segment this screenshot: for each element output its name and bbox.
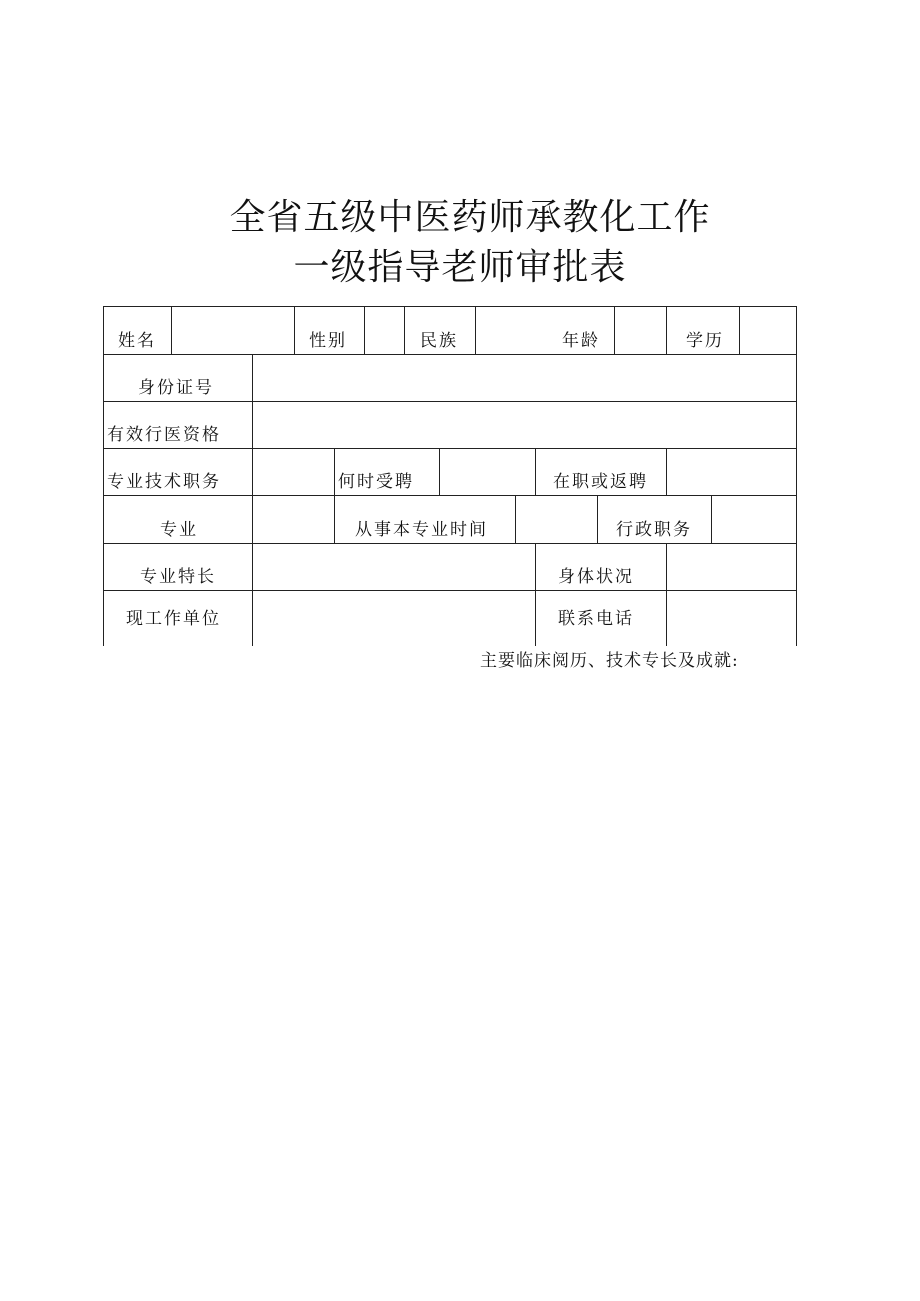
label-education: 学历 <box>686 331 724 351</box>
row5-divider <box>711 495 712 543</box>
row-divider-2 <box>103 401 797 402</box>
phone-field[interactable] <box>668 592 795 646</box>
row1-divider <box>171 306 172 354</box>
row1-divider <box>364 306 365 354</box>
form-title-line1: 全省五级中医药师承教化工作 <box>229 197 711 238</box>
row1-divider <box>614 306 615 354</box>
label-health: 身体状况 <box>558 567 634 587</box>
employment-status-field[interactable] <box>668 450 795 494</box>
label-workplace: 现工作单位 <box>126 609 221 629</box>
row4-divider <box>666 448 667 495</box>
license-field[interactable] <box>254 403 795 447</box>
table-border-top <box>103 306 797 307</box>
form-title-line2: 一级指导老师审批表 <box>293 247 627 288</box>
row-divider-3 <box>103 448 797 449</box>
label-years-in-specialty: 从事本专业时间 <box>355 520 488 540</box>
label-license: 有效行医资格 <box>107 425 221 445</box>
label-gender: 性别 <box>309 331 347 351</box>
row1-divider <box>404 306 405 354</box>
hire-time-field[interactable] <box>441 450 534 494</box>
row4-divider <box>334 448 335 495</box>
row4-divider <box>439 448 440 495</box>
row6-divider <box>535 543 536 646</box>
ethnicity-field[interactable] <box>477 308 557 353</box>
expertise-field[interactable] <box>254 545 534 589</box>
label-ethnicity: 民族 <box>420 331 458 351</box>
label-employment-status: 在职或返聘 <box>553 472 648 492</box>
row-divider-1 <box>103 354 797 355</box>
row-divider-5 <box>103 543 797 544</box>
education-field[interactable] <box>741 308 795 353</box>
name-field[interactable] <box>173 308 293 353</box>
row5-divider <box>597 495 598 543</box>
row6-divider <box>666 543 667 646</box>
label-professional-title: 专业技术职务 <box>107 472 221 492</box>
professional-title-field[interactable] <box>254 450 333 494</box>
row4-divider <box>535 448 536 495</box>
row1-divider <box>739 306 740 354</box>
label-age: 年龄 <box>562 331 600 351</box>
label-name: 姓名 <box>118 331 156 351</box>
label-column-divider <box>252 354 253 646</box>
years-in-specialty-field[interactable] <box>517 497 596 542</box>
row1-divider <box>666 306 667 354</box>
label-specialty: 专业 <box>160 520 198 540</box>
health-field[interactable] <box>668 545 795 589</box>
row1-divider <box>294 306 295 354</box>
row5-divider <box>334 495 335 543</box>
label-admin-position: 行政职务 <box>616 520 692 540</box>
row-divider-6 <box>103 590 797 591</box>
row-divider-4 <box>103 495 797 496</box>
admin-position-field[interactable] <box>713 497 795 542</box>
table-border-left <box>103 306 104 646</box>
row1-divider <box>475 306 476 354</box>
id-number-field[interactable] <box>254 356 795 400</box>
achievements-label: 主要临床阅历、技术专长及成就: <box>480 651 739 671</box>
row5-divider <box>515 495 516 543</box>
label-id-number: 身份证号 <box>138 378 214 398</box>
workplace-field[interactable] <box>254 592 534 646</box>
label-hire-time: 何时受聘 <box>338 472 414 492</box>
label-expertise: 专业特长 <box>140 567 216 587</box>
gender-field[interactable] <box>366 308 403 353</box>
table-border-right <box>796 306 797 646</box>
specialty-field[interactable] <box>254 497 333 542</box>
age-field[interactable] <box>616 308 665 353</box>
label-phone: 联系电话 <box>558 609 634 629</box>
